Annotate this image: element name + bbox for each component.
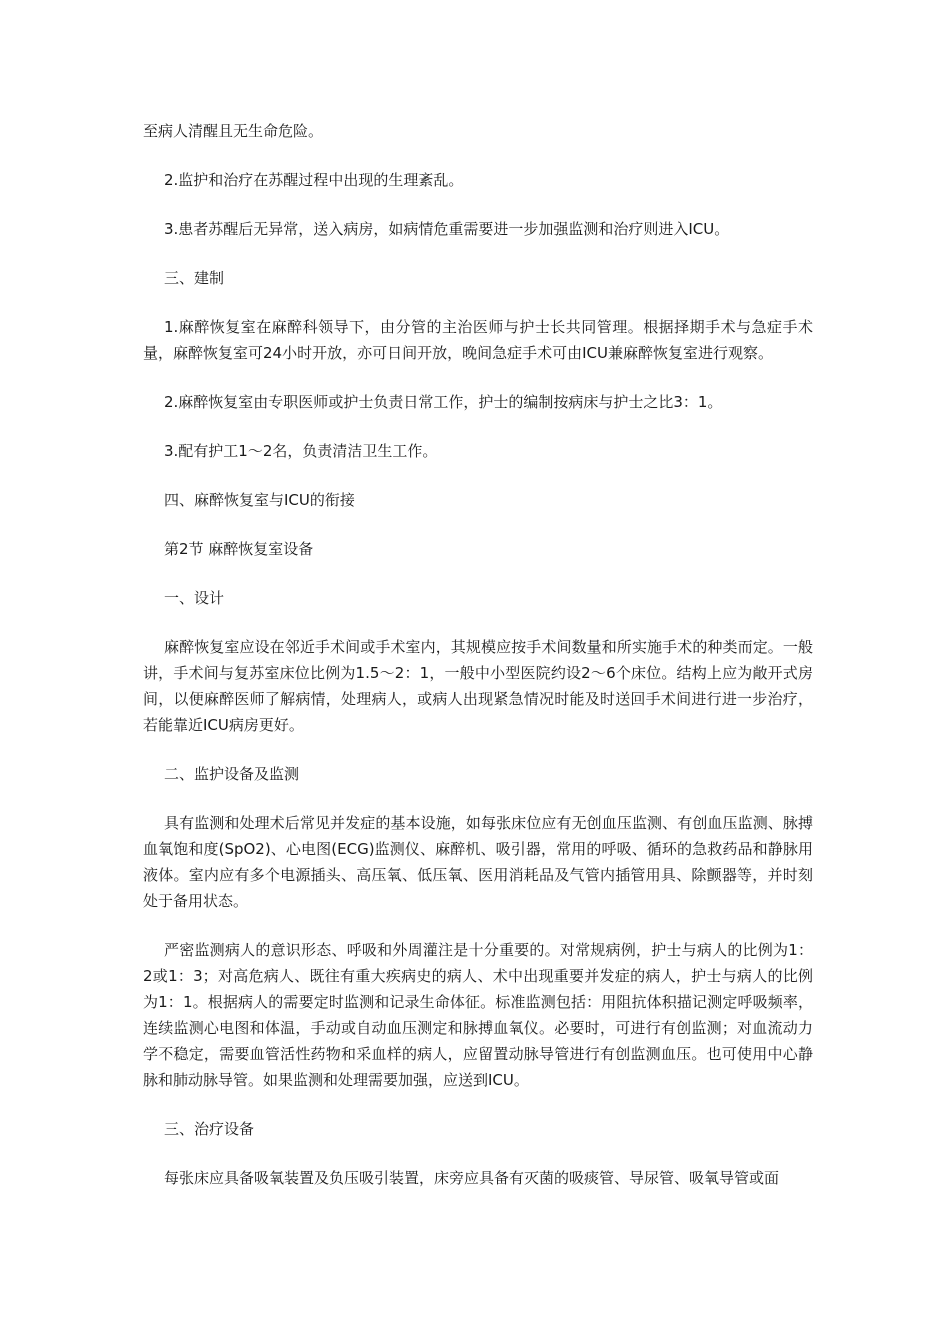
section-heading-organization: 三、建制 xyxy=(164,269,225,287)
chapter-heading-equipment: 第2节 麻醉恢复室设备 xyxy=(164,540,314,558)
paragraph-monitoring-facilities: 具有监测和处理术后常见并发症的基本设施，如每张床位应有无创血压监测、有创血压监测、脉搏血氧饱和度(SpO2)、心电图(ECG)监测仪、麻醉机、吸引器，常用的呼吸、循环的急救药品和静脉用液体。室内应有多个电源插头、高压氧、低压氧、医用消耗品及气管内插管用具、除颤器等，并时刻处于备用状态。 xyxy=(143,814,813,910)
paragraph-item-3: 3.患者苏醒后无异常，送入病房，如病情危重需要进一步加强监测和治疗则进入ICU。 xyxy=(164,220,730,238)
paragraph-organization-1: 1.麻醉恢复室在麻醉科领导下，由分管的主治医师与护士长共同管理。根据择期手术与急症手术量，麻醉恢复室可24小时开放，亦可日间开放，晚间急症手术可由ICU兼麻醉恢复室进行观察。 xyxy=(143,318,813,362)
paragraph-organization-2: 2.麻醉恢复室由专职医师或护士负责日常工作，护士的编制按病床与护士之比3：1。 xyxy=(164,393,723,411)
paragraph-organization-3: 3.配有护工1～2名，负责清洁卫生工作。 xyxy=(164,442,438,460)
paragraph-design: 麻醉恢复室应设在邻近手术间或手术室内，其规模应按手术间数量和所实施手术的种类而定。一般讲，手术间与复苏室床位比例为1.5～2：1，一般中小型医院约设2～6个床位。结构上应为敞开式房间，以便麻醉医师了解病情，处理病人，或病人出现紧急情况时能及时送回手术间进行进一步治疗，若能靠近ICU病房更好。 xyxy=(143,638,813,734)
section-heading-design: 一、设计 xyxy=(164,589,225,607)
paragraph-treatment: 每张床应具备吸氧装置及负压吸引装置，床旁应具备有灭菌的吸痰管、导尿管、吸氧导管或面 xyxy=(164,1169,780,1187)
section-heading-treatment: 三、治疗设备 xyxy=(164,1120,255,1138)
paragraph-item-2: 2.监护和治疗在苏醒过程中出现的生理紊乱。 xyxy=(164,171,464,189)
paragraph-continuation: 至病人清醒且无生命危险。 xyxy=(143,122,324,140)
section-heading-monitoring: 二、监护设备及监测 xyxy=(164,765,300,783)
document-page xyxy=(143,118,813,1191)
paragraph-monitoring-details: 严密监测病人的意识形态、呼吸和外周灌注是十分重要的。对常规病例，护士与病人的比例为1：2或1：3；对高危病人、既往有重大疾病史的病人、术中出现重要并发症的病人，护士与病人的比例为1：1。根据病人的需要定时监测和记录生命体征。标准监测包括：用阻抗体积描记测定呼吸频率，连续监测心电图和体温，手动或自动血压测定和脉搏血氧仪。必要时，可进行有创监测；对血流动力学不稳定，需要血管活性药物和采血样的病人，应留置动脉导管进行有创监测血压。也可使用中心静脉和肺动脉导管。如果监测和处理需要加强，应送到ICU。 xyxy=(143,941,813,1089)
section-heading-icu-link: 四、麻醉恢复室与ICU的衔接 xyxy=(164,491,355,509)
